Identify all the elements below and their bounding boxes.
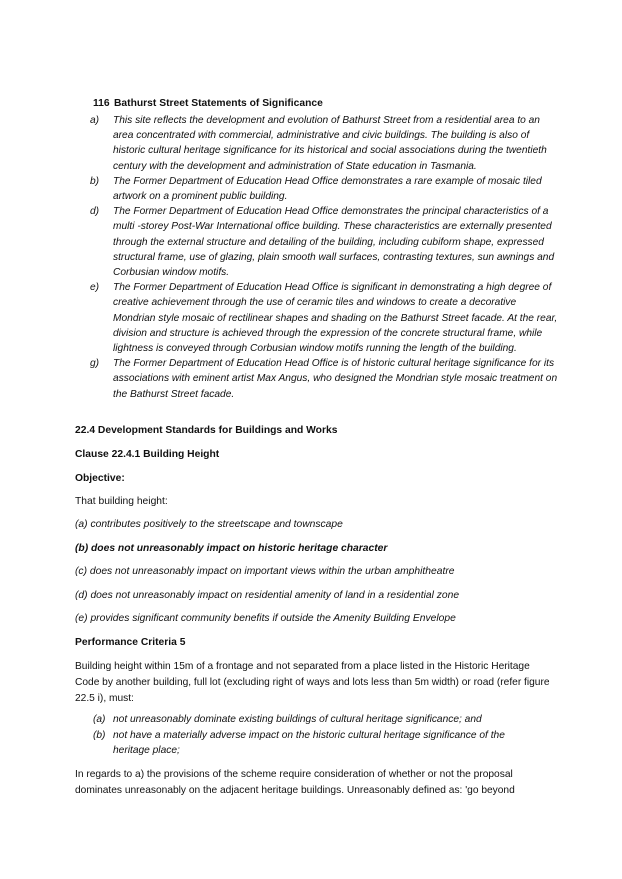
objective-intro: That building height: xyxy=(75,496,168,507)
section-heading xyxy=(93,98,323,109)
clause-heading: Clause 22.4.1 Building Height xyxy=(75,449,220,460)
objective-item: (e) provides significant community benefits if outside the Amenity Building Envelope xyxy=(75,613,456,624)
list-text: not unreasonably dominate existing buildings of cultural heritage significance; and xyxy=(113,714,482,725)
objective-item: (a) contributes positively to the streetscape and townscape xyxy=(75,519,343,530)
list-item xyxy=(93,728,538,759)
list-marker: a) xyxy=(90,115,100,126)
list-marker: g) xyxy=(90,358,100,370)
performance-heading: Performance Criteria 5 xyxy=(75,637,186,648)
objective-heading: Objective: xyxy=(75,473,125,484)
objective-item: (d) does not unreasonably impact on residential amenity of land in a residential zone xyxy=(75,590,460,601)
performance-list xyxy=(93,712,538,759)
objective-item: (c) does not unreasonably impact on important views within the urban amphitheatre xyxy=(75,566,455,577)
list-marker: d) xyxy=(90,206,100,218)
list-marker: (b) xyxy=(93,729,106,741)
list-text: The Former Department of Education Head Office demonstrates the principal characteristics of a multi -storey Post-War International office building. These characteristics are externally presented through the external structure and detailing of the building, including cubiform shape, expressed structural frame, use of glazing, plain smooth wall surfaces, contrasting textures, sun awnings and Corbusian window motifs. xyxy=(113,206,555,279)
section-number: 116 xyxy=(93,98,110,109)
list-marker: b) xyxy=(90,175,100,187)
list-item xyxy=(90,174,560,204)
list-text: The Former Department of Education Head Office demonstrates a rare example of mosaic tiled artwork on a prominent public building. xyxy=(113,175,542,203)
objective-item: (b) does not unreasonably impact on historic heritage character xyxy=(75,543,388,554)
list-text: This site reflects the development and evolution of Bathurst Street from a residential area to an area concentrated with commercial, administrative and civic buildings. The building is also of historic cultural heritage significance for its historical and social associations during the twentieth century with the development and administration of State education in Tasmania. xyxy=(113,115,547,172)
list-text: The Former Department of Education Head Office is of historic cultural heritage significance for its associations with eminent artist Max Angus, who designed the Mondrian style mosaic treatment on the Bathurst Street facade. xyxy=(113,358,558,400)
closing-paragraph: In regards to a) the provisions of the scheme require consideration of whether or not the proposal dominates unreasonably on the adjacent heritage buildings. Unreasonably defined as: 'go beyond xyxy=(75,769,515,796)
standards-heading: 22.4 Development Standards for Buildings and Works xyxy=(75,425,338,436)
section-title: Bathurst Street Statements of Significance xyxy=(114,98,323,109)
list-text: The Former Department of Education Head Office is significant in demonstrating a high degree of creative achievement through the use of ceramic tiles and windows to create a decorative Mondrian style mosaic of rectilinear shapes and shading on the Bathurst Street facade. At the rear, division and structure is achieved through the expression of the concrete structural frame, while lightness is conveyed through Corbusian window motifs running the length of the building. xyxy=(113,282,558,355)
list-item xyxy=(90,113,560,174)
list-item xyxy=(90,356,560,402)
performance-intro: Building height within 15m of a frontage and not separated from a place listed in the Historic Heritage Code by another building, full lot (excluding right of ways and lots less than 5m width) or road (refer figure 22.5 i), must: xyxy=(75,661,550,704)
list-marker: (a) xyxy=(93,714,106,725)
significance-list xyxy=(90,113,560,402)
list-marker: e) xyxy=(90,282,100,294)
list-item xyxy=(90,280,560,356)
list-text: not have a materially adverse impact on the historic cultural heritage significance of the heritage place; xyxy=(113,729,505,756)
list-item xyxy=(93,712,538,728)
list-item xyxy=(90,204,560,280)
